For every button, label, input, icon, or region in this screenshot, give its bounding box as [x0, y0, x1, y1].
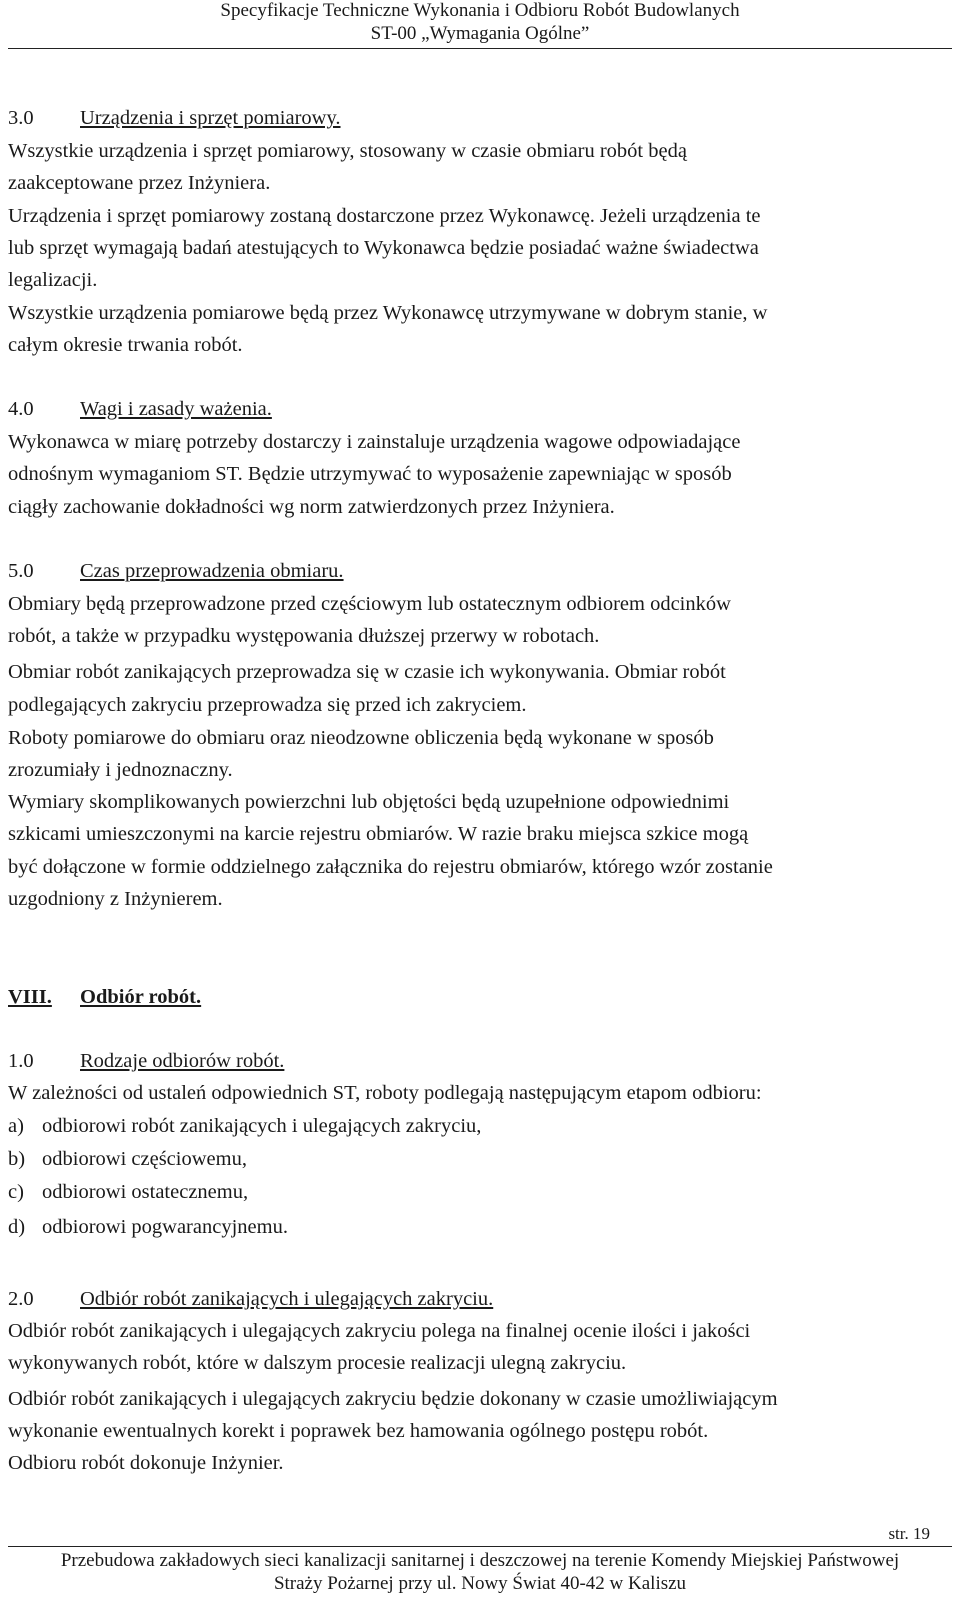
paragraph-line: Obmiary będą przeprowadzone przed częściowym lub ostatecznym odbiorem odcinków — [8, 593, 731, 615]
paragraph-line: ciągły zachowanie dokładności wg norm zatwierdzonych przez Inżyniera. — [8, 496, 615, 518]
paragraph-line: robót, a także w przypadku występowania dłuższej przerwy w robotach. — [8, 625, 600, 647]
paragraph-line: być dołączone w formie oddzielnego załącznika do rejestru obmiarów, którego wzór zostanie — [8, 856, 773, 878]
footer-rule — [8, 1546, 952, 1547]
list-marker: a) — [8, 1115, 24, 1137]
paragraph-line: Obmiar robót zanikających przeprowadza się w czasie ich wykonywania. Obmiar robót — [8, 661, 726, 683]
header-subtitle: ST-00 „Wymagania Ogólne” — [370, 23, 590, 44]
list-item: odbiorowi robót zanikających i ulegających zakryciu, — [42, 1115, 482, 1137]
paragraph-line: legalizacji. — [8, 269, 98, 291]
section-number: 5.0 — [8, 560, 34, 582]
header-rule — [8, 48, 952, 49]
paragraph-line: uzgodniony z Inżynierem. — [8, 888, 223, 910]
section-number: 4.0 — [8, 398, 34, 420]
paragraph-line: zaakceptowane przez Inżyniera. — [8, 172, 271, 194]
list-marker: b) — [8, 1148, 26, 1170]
section-title: Odbiór robót zanikających i ulegających zakryciu. — [80, 1288, 494, 1310]
section-number: 3.0 — [8, 107, 34, 129]
paragraph-line: W zależności od ustaleń odpowiednich ST, roboty podlegają następującym etapom odbioru: — [8, 1082, 762, 1104]
paragraph-line: szkicami umieszczonymi na karcie rejestru obmiarów. W razie braku miejsca szkice mogą — [8, 823, 749, 845]
list-marker: d) — [8, 1216, 26, 1238]
paragraph-line: lub sprzęt wymagają badań atestujących to Wykonawca będzie posiadać ważne świadectwa — [8, 237, 759, 259]
paragraph-line: wykonywanych robót, które w dalszym procesie realizacji ulegną zakryciu. — [8, 1352, 627, 1374]
section-title: Czas przeprowadzenia obmiaru. — [80, 560, 344, 582]
section-number: 2.0 — [8, 1288, 34, 1310]
section-title: Urządzenia i sprzęt pomiarowy. — [80, 107, 341, 129]
paragraph-line: Wymiary skomplikowanych powierzchni lub objętości będą uzupełnione odpowiednimi — [8, 791, 730, 813]
list-item: odbiorowi pogwarancyjnemu. — [42, 1216, 288, 1238]
list-item: odbiorowi częściowemu, — [42, 1148, 247, 1170]
section-number: 1.0 — [8, 1050, 34, 1072]
paragraph-line: Wszystkie urządzenia i sprzęt pomiarowy, stosowany w czasie obmiaru robót będą — [8, 140, 687, 162]
paragraph-line: Odbioru robót dokonuje Inżynier. — [8, 1452, 284, 1474]
paragraph-line: całym okresie trwania robót. — [8, 334, 243, 356]
paragraph-line: Odbiór robót zanikających i ulegających zakryciu będzie dokonany w czasie umożliwiającym — [8, 1388, 778, 1410]
section-title: Rodzaje odbiorów robót. — [80, 1050, 285, 1072]
footer-line: Przebudowa zakładowych sieci kanalizacji sanitarnej i deszczowej na terenie Komendy Miejskiej Państwowej — [60, 1550, 900, 1571]
footer-line: Straży Pożarnej przy ul. Nowy Świat 40-42 w Kaliszu — [273, 1573, 687, 1594]
list-marker: c) — [8, 1181, 24, 1203]
list-item: odbiorowi ostatecznemu, — [42, 1181, 249, 1203]
paragraph-line: wykonanie ewentualnych korekt i poprawek bez hamowania ogólnego postępu robót. — [8, 1420, 709, 1442]
section-title: Wagi i zasady ważenia. — [80, 398, 272, 420]
paragraph-line: Urządzenia i sprzęt pomiarowy zostaną dostarczone przez Wykonawcę. Jeżeli urządzenia te — [8, 205, 761, 227]
header-title: Specyfikacje Techniczne Wykonania i Odbioru Robót Budowlanych — [220, 0, 740, 21]
paragraph-line: Roboty pomiarowe do obmiaru oraz nieodzowne obliczenia będą wykonane w sposób — [8, 727, 714, 749]
paragraph-line: podlegających zakryciu przeprowadza się przed ich zakryciem. — [8, 694, 527, 716]
paragraph-line: zrozumiały i jednoznaczny. — [8, 759, 233, 781]
paragraph-line: odnośnym wymaganiom ST. Będzie utrzymywać to wyposażenie zapewniając w sposób — [8, 463, 732, 485]
paragraph-line: Odbiór robót zanikających i ulegających zakryciu polega na finalnej ocenie ilości i jakości — [8, 1320, 751, 1342]
chapter-title: Odbiór robót. — [80, 986, 202, 1008]
chapter-number: VIII. — [8, 986, 52, 1008]
paragraph-line: Wszystkie urządzenia pomiarowe będą przez Wykonawcę utrzymywane w dobrym stanie, w — [8, 302, 768, 324]
page-number: str. 19 — [888, 1524, 930, 1543]
paragraph-line: Wykonawca w miarę potrzeby dostarczy i zainstaluje urządzenia wagowe odpowiadające — [8, 431, 741, 453]
